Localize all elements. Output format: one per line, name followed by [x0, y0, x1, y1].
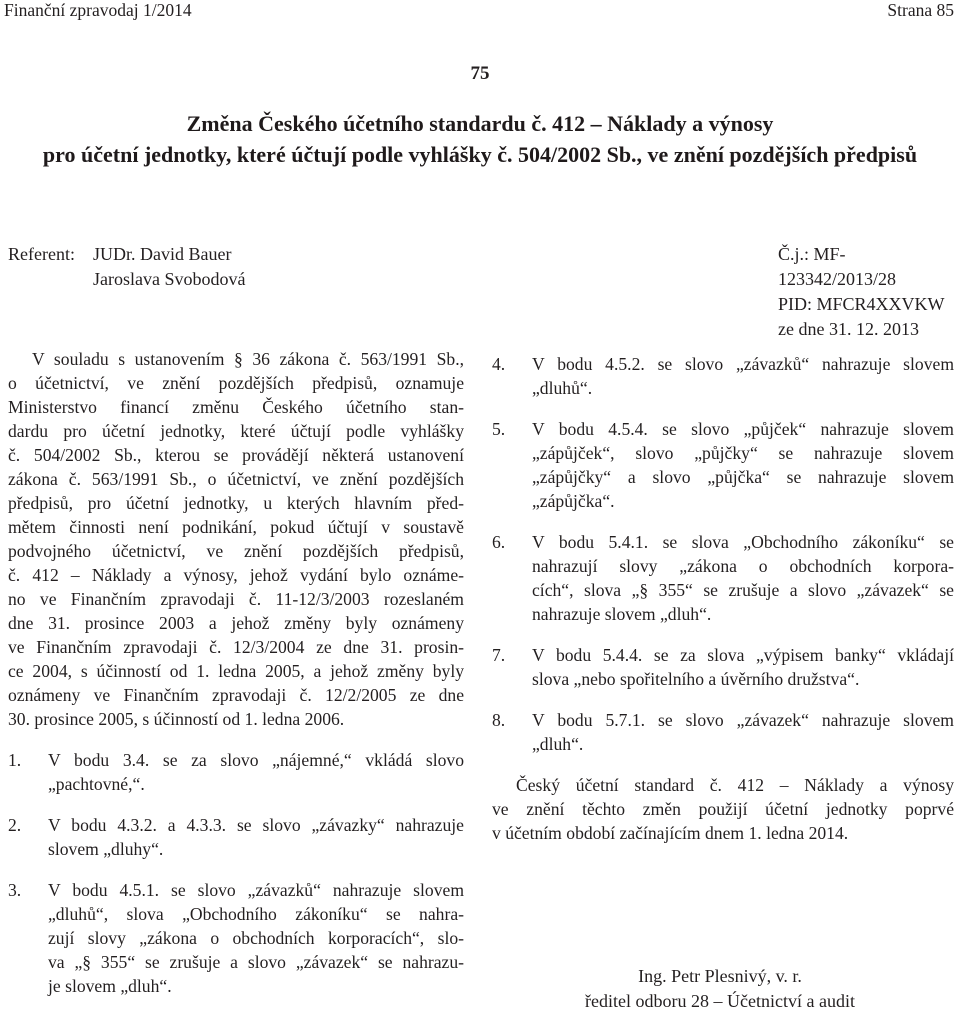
item-number: 8.: [492, 710, 506, 730]
amendment-item: [8, 748, 464, 796]
item-text: [532, 708, 954, 756]
text-line: V bodu 5.4.4. se za slova „výpisem banky“ vkládají: [532, 645, 954, 665]
text-line: dardu pro účetní jednotky, které účtují podle vyhlášky: [8, 421, 464, 441]
text-line: v účetním období začínajícím dnem 1. ledna 2014.: [492, 823, 849, 843]
referent-block: [8, 242, 245, 292]
text-line: je slovem „dluh“.: [48, 976, 172, 996]
item-text: [48, 748, 464, 796]
text-line: V bodu 4.5.2. se slovo „závazků“ nahrazuje slovem: [532, 354, 954, 374]
text-line: slova „nebo spořitelního a úvěrního družstva“.: [532, 669, 860, 689]
text-line: V bodu 4.3.2. a 4.3.3. se slovo „závazky“ nahrazuje: [48, 815, 464, 835]
item-number: 5.: [492, 419, 506, 439]
item-number: 3.: [8, 880, 22, 900]
item-text: [48, 813, 464, 861]
text-line: Ministerstvo financí změnu Českého účetního stan-: [8, 397, 464, 417]
text-line: V bodu 5.7.1. se slovo „závazek“ nahrazuje slovem: [532, 710, 954, 730]
text-line: V bodu 4.5.1. se slovo „závazků“ nahrazuje slovem: [48, 880, 464, 900]
amendment-list-right: [492, 352, 954, 756]
signatory-name: Ing. Petr Plesnivý, v. r.: [638, 966, 802, 986]
item-text: [532, 352, 954, 400]
text-line: ve znění těchto změn použijí účetní jednotky poprvé: [492, 799, 954, 819]
amendment-item: [8, 813, 464, 861]
signatory-role: ředitel odboru 28 – Účetnictví a audit: [585, 991, 855, 1011]
item-number: 6.: [492, 532, 506, 552]
amendment-item: [492, 417, 954, 513]
text-line: no ve Finančním zpravodaji č. 11-12/3/2003 rozeslaném: [8, 589, 464, 609]
reference-number: Č.j.: MF-123342/2013/28: [778, 244, 897, 289]
text-line: předpisů, pro účetní jednotky, u kterých hlavním před-: [8, 493, 464, 513]
text-line: Český účetní standard č. 412 – Náklady a výnosy: [516, 775, 954, 795]
text-line: zákona č. 563/1991 Sb., o účetnictví, ve znění pozdějších: [8, 469, 464, 489]
text-line: nahrazují slovy „zákona o obchodních korpora-: [532, 556, 954, 576]
title-line-2: pro účetní jednotky, které účtují podle vyhlášky č. 504/2002 Sb., ve znění pozdějších předpisů: [42, 142, 918, 167]
reference-block: [778, 242, 960, 342]
text-line: ce 2004, s účinností od 1. ledna 2005, a jehož změny byly: [8, 661, 464, 681]
text-line: va „§ 355“ se zrušuje a slovo „závazek“ se nahrazu-: [48, 952, 464, 972]
journal-title: Finanční zpravodaj 1/2014: [4, 0, 192, 20]
amendment-item: [8, 878, 464, 998]
item-number: 4.: [492, 354, 506, 374]
document-number: 75: [470, 63, 490, 84]
text-line: „dluhů“, slova „Obchodního zákoníku“ se nahra-: [48, 904, 464, 924]
item-number: 2.: [8, 815, 22, 835]
left-column: [8, 347, 464, 998]
page-number: Strana 85: [887, 0, 954, 20]
item-text: [532, 530, 954, 626]
referent-name-2: Jaroslava Svobodová: [93, 269, 246, 289]
reference-pid: PID: MFCR4XXVKW: [778, 294, 945, 314]
text-line: oznámeny ve Finančním zpravodaji č. 12/2/2005 ze dne: [8, 685, 464, 705]
text-line: V souladu s ustanovením § 36 zákona č. 563/1991 Sb.,: [32, 349, 464, 369]
amendment-item: [492, 643, 954, 691]
intro-paragraph: [8, 347, 464, 731]
title-line-1: Změna Českého účetního standardu č. 412 – Náklady a výnosy: [186, 111, 774, 136]
item-text: [48, 878, 464, 998]
text-line: V bodu 5.4.1. se slova „Obchodního zákoníku“ se: [532, 532, 954, 552]
text-line: „zápůjčka“.: [532, 491, 615, 511]
text-line: 30. prosince 2005, s účinností od 1. ledna 2006.: [8, 709, 345, 729]
text-line: cích“, slova „§ 355“ se zrušuje a slovo „závazek“ se: [532, 580, 954, 600]
amendment-item: [492, 708, 954, 756]
referent-label: Referent:: [8, 244, 75, 264]
text-line: č. 504/2002 Sb., kterou se provádějí některá ustanovení: [8, 445, 464, 465]
text-line: „zápůjček“, slovo „půjčky“ se nahrazuje slovem: [532, 443, 954, 463]
text-line: o účetnictví, ve znění pozdějších předpisů, oznamuje: [8, 373, 464, 393]
text-line: dne 31. prosince 2003 a jehož změny byly oznámeny: [8, 613, 464, 633]
text-line: nahrazuje slovem „dluh“.: [532, 604, 712, 624]
right-column: [492, 352, 954, 845]
amendment-list-left: [8, 748, 464, 998]
text-line: V bodu 4.5.4. se slovo „půjček“ nahrazuje slovem: [532, 419, 954, 439]
text-line: „dluh“.: [532, 734, 584, 754]
item-text: [532, 417, 954, 513]
text-line: č. 412 – Náklady a výnosy, jehož vydání bylo oznáme-: [8, 565, 464, 585]
text-line: zují slovy „zákona o obchodních korporacích“, slo-: [48, 928, 464, 948]
amendment-item: [492, 530, 954, 626]
document-title: [0, 108, 960, 170]
item-number: 1.: [8, 750, 22, 770]
amendment-item: [492, 352, 954, 400]
text-line: V bodu 3.4. se za slovo „nájemné,“ vkládá slovo: [48, 750, 464, 770]
text-line: podvojného účetnictví, ve znění pozdějších předpisů,: [8, 541, 464, 561]
text-line: slovem „dluhy“.: [48, 839, 164, 859]
text-line: „pachtovné,“.: [48, 774, 145, 794]
closing-paragraph: [492, 773, 954, 845]
text-line: ve Finančním zpravodaji č. 12/3/2004 ze dne 31. prosin-: [8, 637, 464, 657]
item-number: 7.: [492, 645, 506, 665]
item-text: [532, 643, 954, 691]
referent-name-1: JUDr. David Bauer: [93, 244, 232, 264]
signature-block: [560, 964, 880, 1014]
text-line: „zápůjčky“ a slovo „půjčka“ se nahrazuje slovem: [532, 467, 954, 487]
reference-date: ze dne 31. 12. 2013: [778, 319, 919, 339]
text-line: mětem činnosti není podnikání, pokud účtují v soustavě: [8, 517, 464, 537]
text-line: „dluhů“.: [532, 378, 593, 398]
